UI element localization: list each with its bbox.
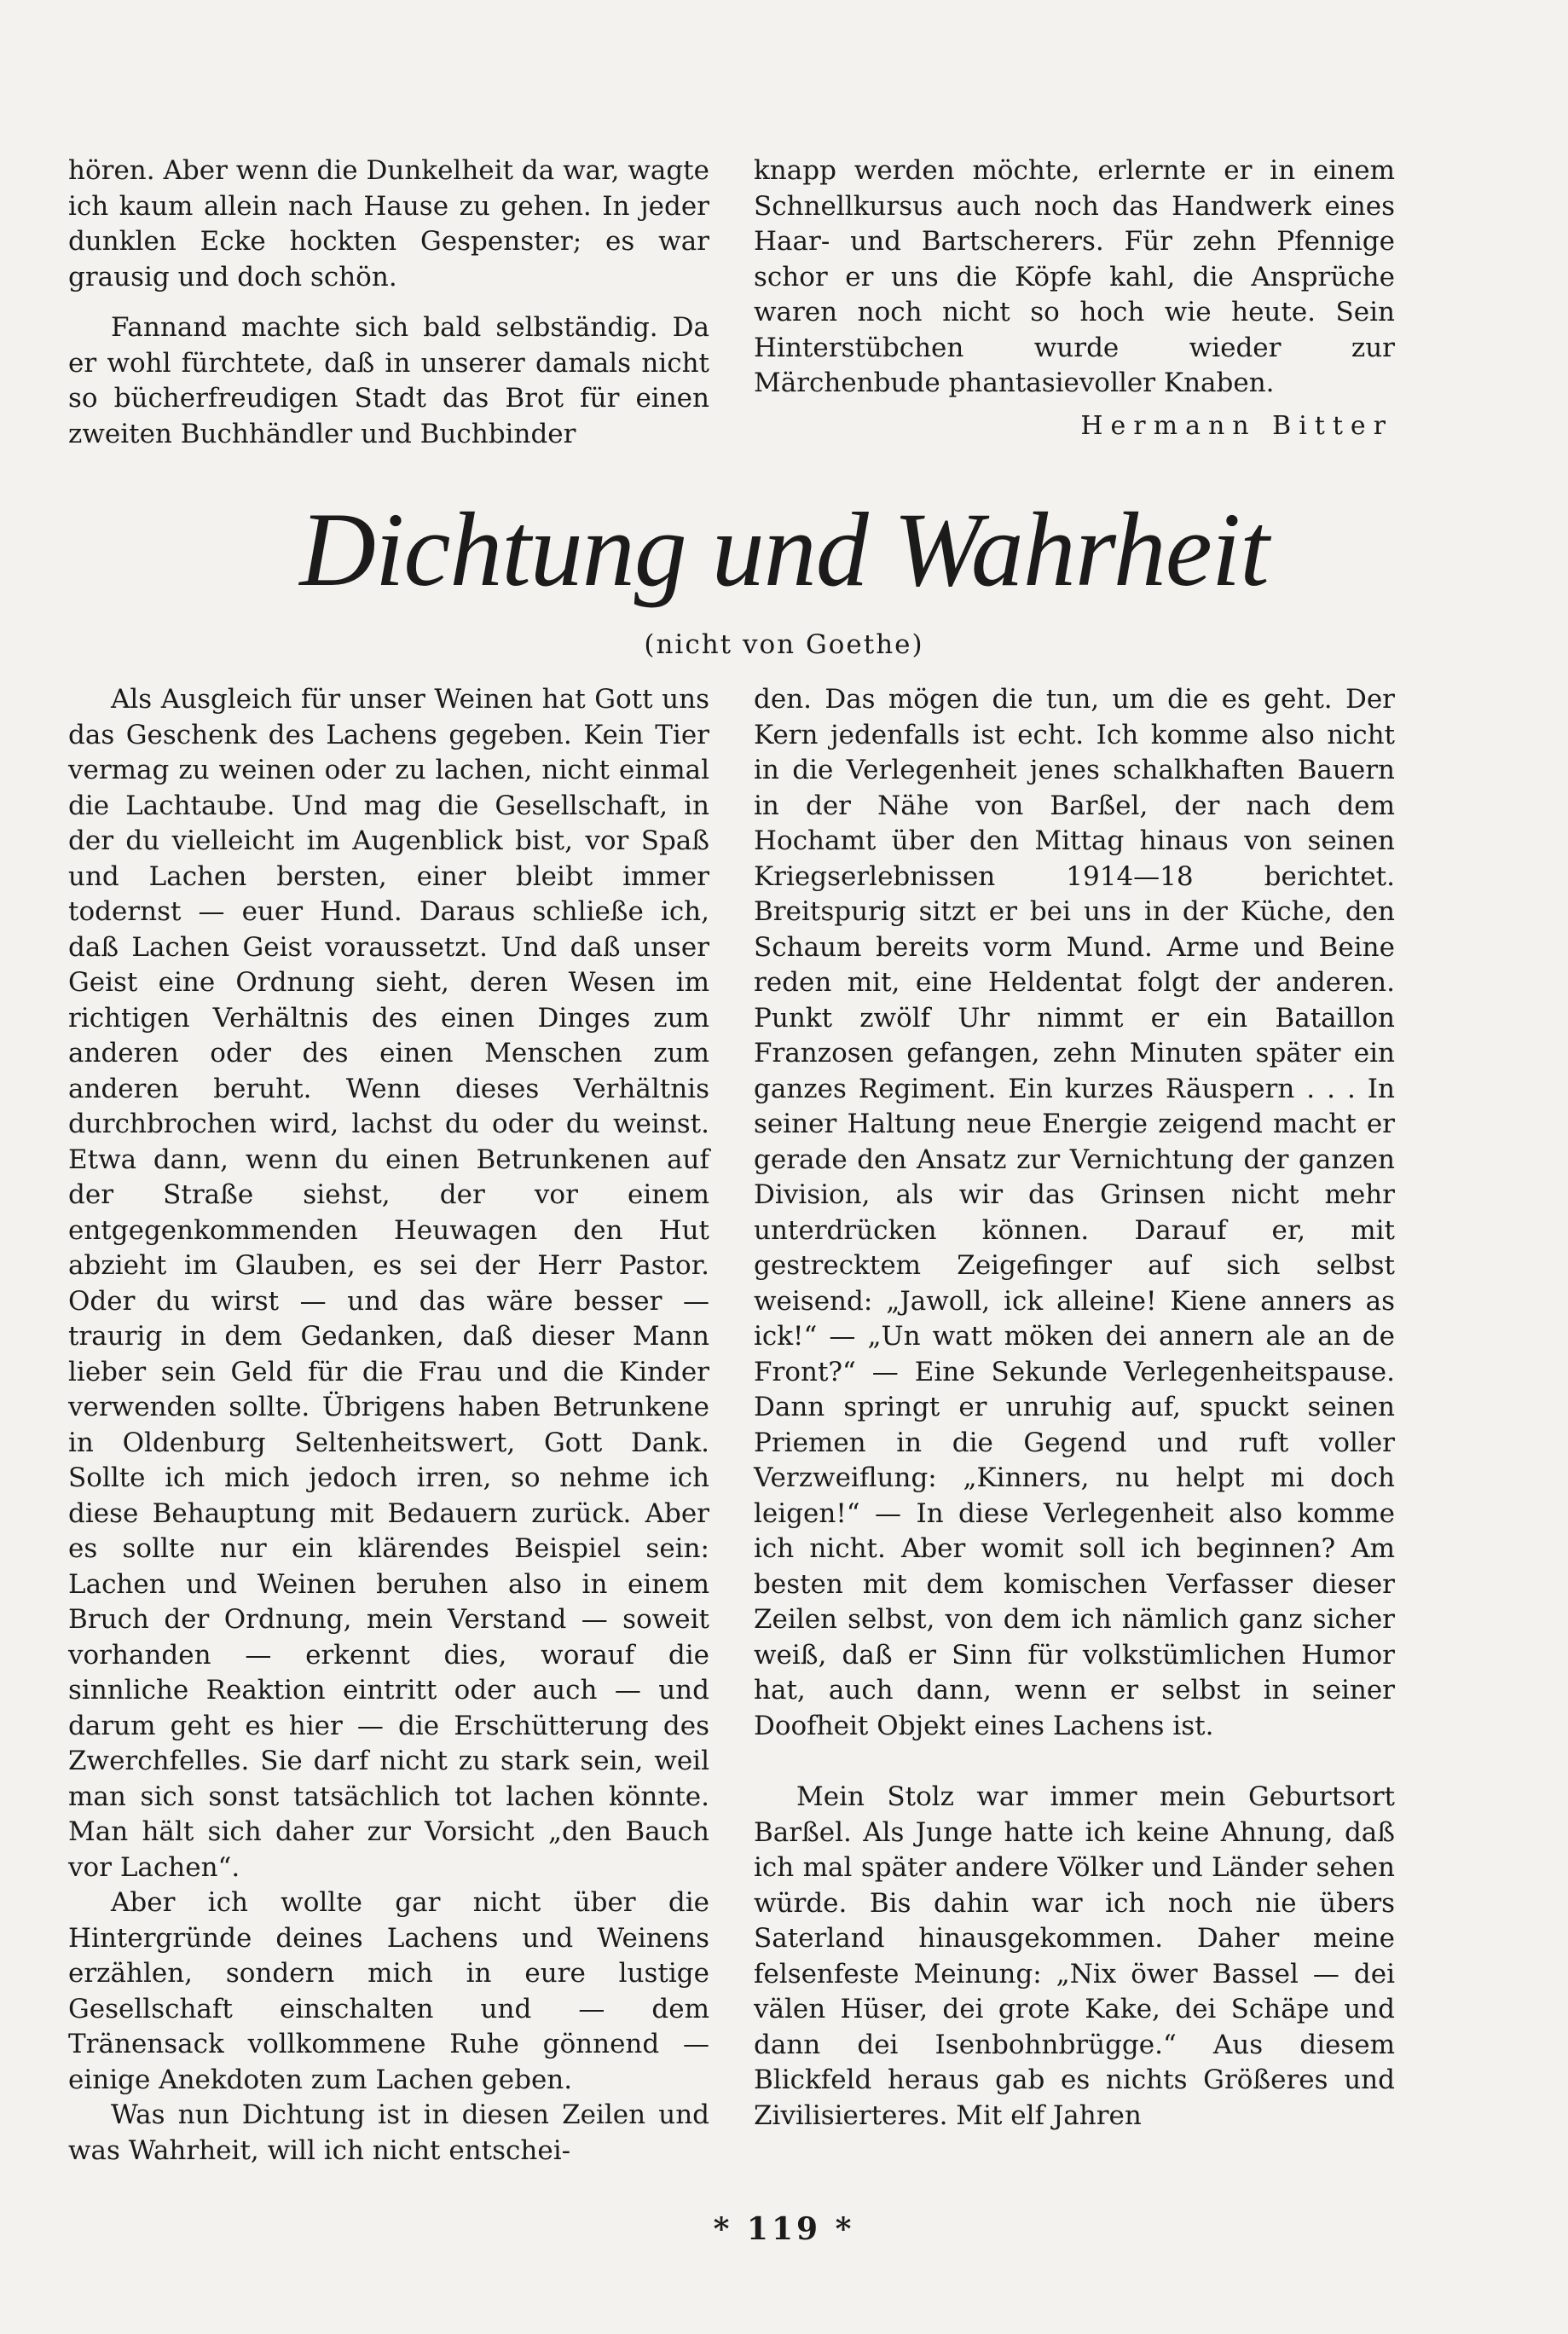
article-subtitle: (nicht von Goethe) [644, 629, 924, 660]
paragraph: Aber ich wollte gar nicht über die Hintergründe deines Lachens und Weinens erzählen, sondern mich in eure lustige Gesellschaft einschalten und — dem Tränensack vollkommene Ruhe gönnend — einige Anekdoten zum Lachen geben. [68, 1887, 709, 2095]
page-number: * 119 * [713, 2211, 855, 2247]
article-title: Dichtung und Wahrheit [299, 491, 1269, 608]
main-right-column [754, 682, 1395, 2134]
paragraph: Als Ausgleich für unser Weinen hat Gott uns das Geschenk des Lachens gegeben. Kein Tier vermag zu weinen oder zu lachen, nicht einmal die Lachtaube. Und mag die Gesellschaft, in der du vielleicht im Augenblick bist, vor Spaß und Lachen bersten, einer bleibt immer todernst — euer Hund. Daraus schließe ich, daß Lachen Geist voraussetzt. Und daß unser Geist eine Ordnung sieht, deren Wesen im richtigen Verhältnis des einen Dinges zum anderen oder des einen Menschen zum anderen beruht. Wenn dieses Verhältnis durchbrochen wird, lachst du oder du weinst. Etwa dann, wenn du einen Betrunkenen auf der Straße siehst, der vor einem entgegenkommenden Heuwagen den Hut abzieht im Glauben, es sei der Herr Pastor. Oder du wirst — und das wäre besser — traurig in dem Gedanken, daß dieser Mann lieber sein Geld für die Frau und die Kinder verwenden sollte. Übrigens haben Betrunkene in Oldenburg Seltenheitswert, Gott Dank. Sollte ich mich jedoch irren, so nehme ich diese Behauptung mit Bedauern zurück. Aber es sollte nur ein klärendes Beispiel sein: Lachen und Weinen beruhen also in einem Bruch der Ordnung, mein Verstand — soweit vorhanden — erkennt dies, worauf die sinnliche Reaktion eintritt oder auch — und darum geht es hier — die Erschütterung des Zwerchfelles. Sie darf nicht zu stark sein, weil man sich sonst tatsächlich tot lachen könnte. Man hält sich daher zur Vorsicht „den Bauch vor Lachen“. [68, 684, 709, 1883]
top-right-column [754, 153, 1395, 443]
paragraph: Mein Stolz war immer mein Geburtsort Barßel. Als Junge hatte ich keine Ahnung, daß ich mal später andere Völker und Länder sehen würde. Bis dahin war ich noch nie übers Saterland hinausgekommen. Daher meine felsenfeste Meinung: „Nix öwer Bassel — dei välen Hüser, dei grote Kake, dei Schäpe und dann dei Isenbohnbrügge.“ Aus diesem Blickfeld heraus gab es nichts Größeres und Zivilisierteres. Mit elf Jahren [754, 1781, 1395, 2131]
paragraph: Fannand machte sich bald selbständig. Da er wohl fürchtete, daß in unserer damals nicht so bücherfreudigen Stadt das Brot für einen zweiten Buchhändler und Buchbinder [68, 312, 709, 449]
paragraph: den. Das mögen die tun, um die es geht. Der Kern jedenfalls ist echt. Ich komme also nicht in die Verlegenheit jenes schalkhaften Bauern in der Nähe von Barßel, der nach dem Hochamt über den Mittag hinaus von seinen Kriegserlebnissen 1914—18 berichtet. Breitspurig sitzt er bei uns in der Küche, den Schaum bereits vorm Mund. Arme und Beine reden mit, eine Heldentat folgt der anderen. Punkt zwölf Uhr nimmt er ein Bataillon Franzosen gefangen, zehn Minuten später ein ganzes Regiment. Ein kurzes Räuspern . . . In seiner Haltung neue Energie zeigend macht er gerade den Ansatz zur Vernichtung der ganzen Division, als wir das Grinsen nicht mehr unterdrücken können. Darauf er, mit gestrecktem Zeigefinger auf sich selbst weisend: „Jawoll, ick alleine! Kiene anners as ick!“ — „Un watt möken dei annern ale an de Front?“ — Eine Sekunde Verlegenheitspause. Dann springt er unruhig auf, spuckt seinen Priemen in die Gegend und ruft voller Verzweiflung: „Kinners, nu helpt mi doch leigen!“ — In diese Verlegenheit also komme ich nicht. Aber womit soll ich beginnen? Am besten mit dem komischen Verfasser dieser Zeilen selbst, von dem ich nämlich ganz sicher weiß, daß er Sinn für volkstümlichen Humor hat, auch dann, wenn er selbst in seiner Doofheit Objekt eines Lachens ist. [754, 684, 1395, 1741]
author-signature: Hermann Bitter [1080, 410, 1393, 441]
paragraph: hören. Aber wenn die Dunkelheit da war, wagte ich kaum allein nach Hause zu gehen. In jeder dunklen Ecke hockten Gespenster; es war grausig und doch schön. [68, 155, 709, 292]
paragraph: knapp werden möchte, erlernte er in einem Schnellkursus auch noch das Handwerk eines Haar- und Bartscherers. Für zehn Pfennige schor er uns die Köpfe kahl, die Ansprüche waren noch nicht so hoch wie heute. Sein Hinterstübchen wurde wieder zur Märchenbude phantasievoller Knaben. [754, 155, 1395, 398]
main-left-column [68, 682, 709, 2169]
top-left-column [68, 153, 709, 452]
paragraph: Was nun Dichtung ist in diesen Zeilen und was Wahrheit, will ich nicht entschei- [68, 2099, 709, 2166]
